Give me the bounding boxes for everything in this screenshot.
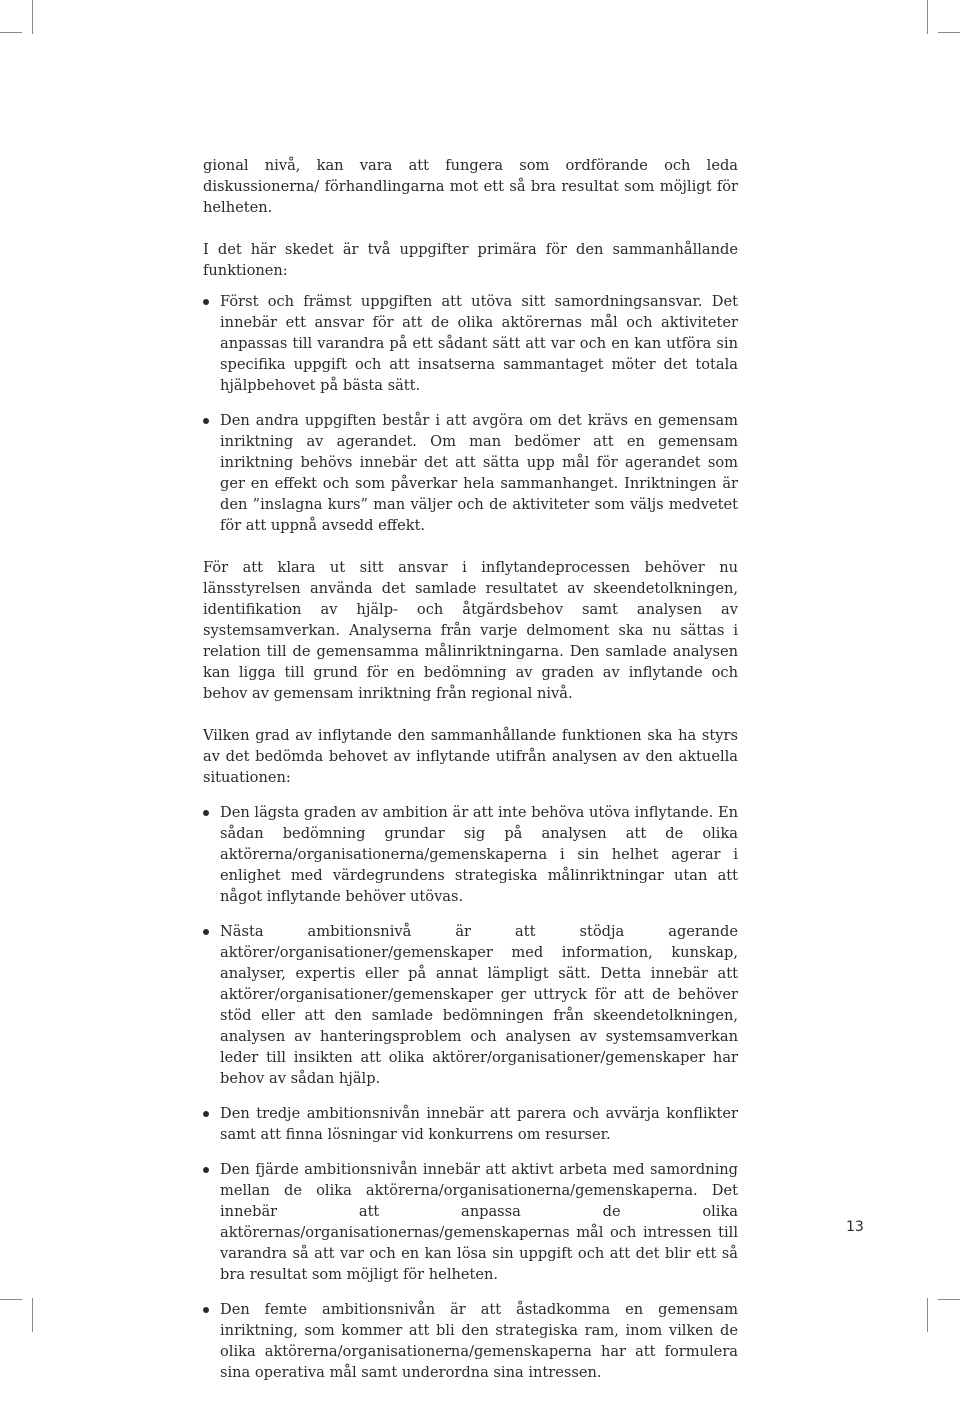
responsibility-paragraph: För att klara ut sitt ansvar i inflytandeprocessen behöver nu länsstyrelsen använda det samlade resultatet av skeendetolkningen, identifikation av hjälp- och åtgärdsbehov samt analysen av systemsamverkan. Analyserna från varje delmoment ska nu sättas i relation till de gemensamma målinriktningarna. Den samlade analysen kan ligga till grund för en bedömning av graden av inflytande och behov av gemensam inriktning från regional nivå. bbox=[203, 559, 738, 702]
list-item-text: Nästa ambitionsnivå är att stödja agerande aktörer/organisationer/gemenskaper med information, kunskap, analyser, expertis eller på annat lämpligt sätt. Detta innebär att aktörer/organisationer/gemenskaper ger uttryck för att de behöver stöd eller att den samlade bedömningen från skeendetolkningen, analysen av hanteringsproblem och analysen av systemsamverkan leder till insikten att olika aktörer/organisationer/gemenskaper har behov av sådan hjälp. bbox=[220, 923, 738, 1087]
list-item bbox=[203, 1159, 738, 1285]
crop-mark-top-left-horizontal bbox=[0, 32, 22, 33]
crop-mark-top-right bbox=[927, 0, 928, 34]
tasks-intro: I det här skedet är två uppgifter primära för den sammanhållande funktionen: bbox=[203, 241, 738, 279]
list-item-text: Den femte ambitionsnivån är att åstadkomma en gemensam inriktning, som kommer att bli den strategiska ram, inom vilken de olika aktörerna/organisationerna/gemenskaperna har att formulera sina operativa mål samt underordna sina intressen. bbox=[220, 1301, 738, 1381]
page-number: 13 bbox=[846, 1219, 864, 1235]
bullet-icon bbox=[203, 1167, 209, 1173]
bullet-icon bbox=[203, 1111, 209, 1117]
list-item bbox=[203, 1299, 738, 1383]
list-item bbox=[203, 410, 738, 536]
tasks-list bbox=[203, 291, 738, 536]
list-item-text: Först och främst uppgiften att utöva sitt samordningsansvar. Det innebär ett ansvar för att de olika aktörernas mål och aktiviteter anpassas till varandra på ett sådant sätt att var och en kan utföra sin specifika uppgift och att insatserna sammantaget möter det totala hjälpbehovet på bästa sätt. bbox=[220, 293, 738, 394]
page-body bbox=[203, 155, 738, 1404]
list-item bbox=[203, 291, 738, 396]
crop-mark-bottom-right bbox=[927, 1298, 928, 1332]
bullet-icon bbox=[203, 929, 209, 935]
crop-mark-bottom-left-horizontal bbox=[0, 1299, 22, 1300]
bullet-icon bbox=[203, 810, 209, 816]
crop-mark-top-right-horizontal bbox=[938, 32, 960, 33]
bullet-icon bbox=[203, 299, 209, 305]
crop-mark-bottom-right-horizontal bbox=[938, 1299, 960, 1300]
bullet-icon bbox=[203, 418, 209, 424]
intro-paragraph: gional nivå, kan vara att fungera som ordförande och leda diskussionerna/ förhandlingarna mot ett så bra resultat som möjligt för helheten. bbox=[203, 157, 738, 216]
list-item-text: Den tredje ambitionsnivån innebär att parera och avvärja konflikter samt att finna lösningar vid konkurrens om resurser. bbox=[220, 1105, 738, 1143]
bullet-icon bbox=[203, 1307, 209, 1313]
list-item-text: Den fjärde ambitionsnivån innebär att aktivt arbeta med samordning mellan de olika aktörerna/organisationerna/gemenskaperna. Det innebär att anpassa de olika aktörernas/organisationernas/gemenskapernas mål och intressen till varandra så att var och en kan lösa sin uppgift och att det blir ett så bra resultat som möjligt för helheten. bbox=[220, 1161, 738, 1283]
crop-mark-top-left bbox=[32, 0, 33, 34]
list-item-text: Den andra uppgiften består i att avgöra om det krävs en gemensam inriktning av agerandet. Om man bedömer att en gemensam inriktning behövs innebär det att sätta upp mål för agerandet som ger en effekt och som påverkar hela sammanhanget. Inriktningen är den ”inslagna kurs” man väljer och de aktiviteter som väljs medvetet för att uppnå avsedd effekt. bbox=[220, 412, 738, 534]
levels-list bbox=[203, 802, 738, 1383]
list-item bbox=[203, 921, 738, 1089]
list-item-text: Den lägsta graden av ambition är att inte behöva utöva inflytande. En sådan bedömning grundar sig på analysen att de olika aktörerna/organisationerna/gemenskaperna i sin helhet agerar i enlighet med värdegrundens strategiska målinriktningar utan att något inflytande behöver utövas. bbox=[220, 804, 738, 905]
list-item bbox=[203, 802, 738, 907]
crop-mark-bottom-left bbox=[32, 1298, 33, 1332]
list-item bbox=[203, 1103, 738, 1145]
levels-intro: Vilken grad av inflytande den sammanhållande funktionen ska ha styrs av det bedömda behovet av inflytande utifrån analysen av den aktuella situationen: bbox=[203, 727, 738, 786]
